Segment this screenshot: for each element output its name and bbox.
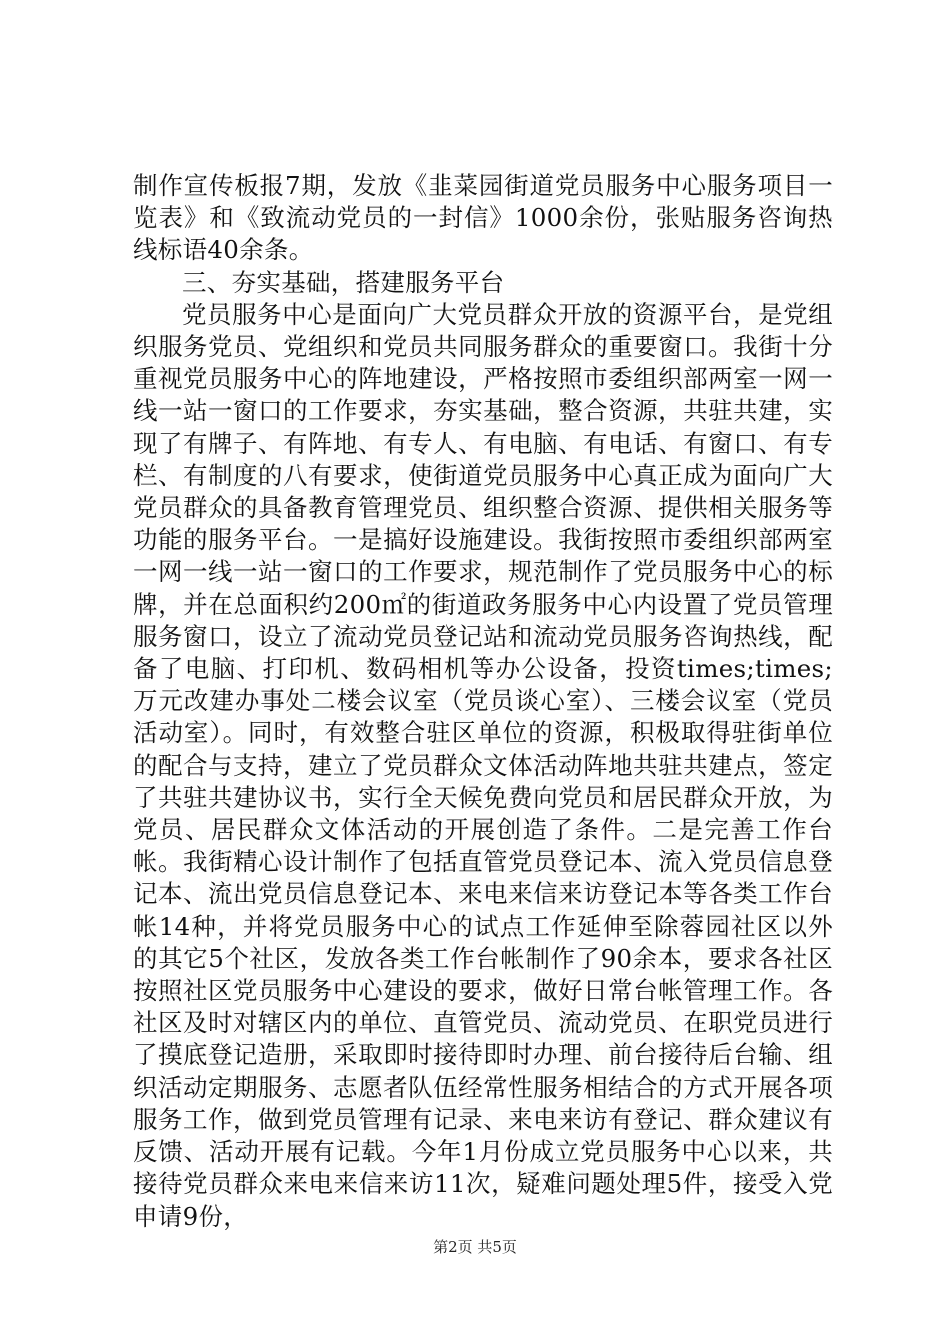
- paragraph-continuation: 制作宣传板报7期，发放《韭菜园街道党员服务中心服务项目一览表》和《致流动党员的一封信》1000余份，张贴服务咨询热线标语40余条。: [133, 171, 834, 265]
- paragraph-main: 党员服务中心是面向广大党员群众开放的资源平台，是党组织服务党员、党组织和党员共同服务群众的重要窗口。我街十分重视党员服务中心的阵地建设，严格按照市委组织部两室一网一线一站一窗口的工作要求，夯实基础，整合资源，共驻共建，实现了有牌子、有阵地、有专人、有电脑、有电话、有窗口、有专栏、有制度的八有要求，使街道党员服务中心真正成为面向广大党员群众的具备教育管理党员、组织整合资源、提供相关服务等功能的服务平台。一是搞好设施建设。我街按照市委组织部两室一网一线一站一窗口的工作要求，规范制作了党员服务中心的标牌，并在总面积约200㎡的街道政务服务中心内设置了党员管理服务窗口，设立了流动党员登记站和流动党员服务咨询热线，配备了电脑、打印机、数码相机等办公设备，投资times;times;万元改建办事处二楼会议室（党员谈心室）、三楼会议室（党员活动室）。同时，有效整合驻区单位的资源，积极取得驻街单位的配合与支持，建立了党员群众文体活动阵地共驻共建点，签定了共驻共建协议书，实行全天候免费向党员和居民群众开放，为党员、居民群众文体活动的开展创造了条件。二是完善工作台帐。我街精心设计制作了包括直管党员登记本、流入党员信息登记本、流出党员信息登记本、来电来信来访登记本等各类工作台帐14种，并将党员服务中心的试点工作延伸至除蓉园社区以外的其它5个社区，发放各类工作台帐制作了90余本，要求各社区按照社区党员服务中心建设的要求，做好日常台帐管理工作。各社区及时对辖区内的单位、直管党员、流动党员、在职党员进行了摸底登记造册，采取即时接待即时办理、前台接待后台输、组织活动定期服务、志愿者队伍经常性服务相结合的方式开展各项服务工作，做到党员管理有记录、来电来访有登记、群众建议有反馈、活动开展有记载。今年1月份成立党员服务中心以来，共接待党员群众来电来信来访11次，疑难问题处理5件，接受入党申请9份，: [133, 299, 833, 1231]
- page-footer: 第2页 共5页: [433, 1238, 517, 1256]
- document-body: [133, 170, 833, 1233]
- section-heading: 三、夯实基础，搭建服务平台: [182, 267, 505, 297]
